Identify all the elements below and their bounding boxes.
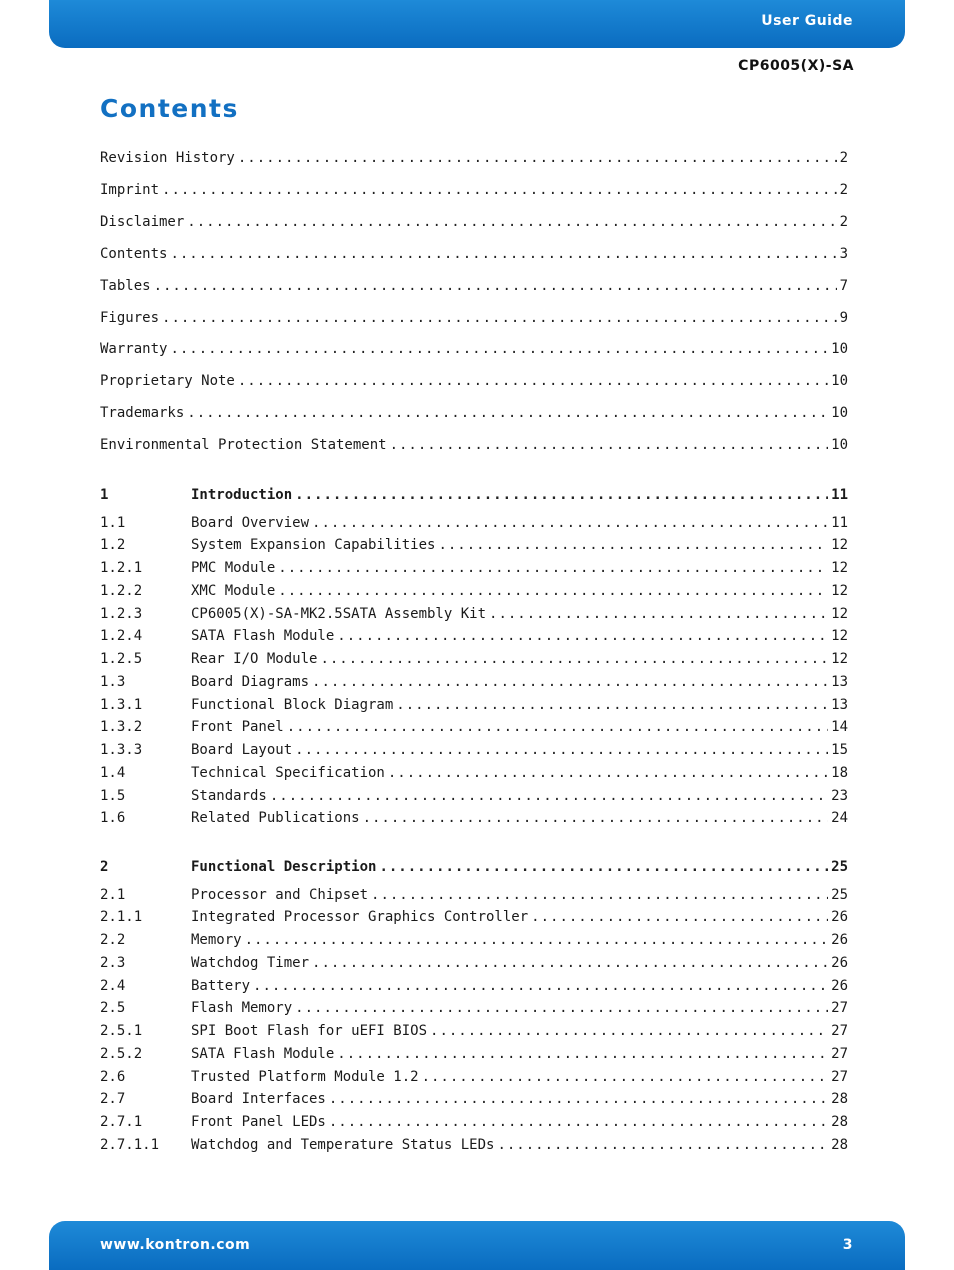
toc-number: 2.5.1 — [100, 1023, 143, 1039]
toc-leader-dots — [312, 954, 828, 972]
toc-leader-dots — [187, 404, 828, 422]
toc-page-number: 12 — [831, 651, 848, 667]
toc-number: 1.2.3 — [100, 605, 143, 622]
toc-entry[interactable] — [100, 605, 848, 623]
toc-leader-dots — [270, 787, 828, 805]
toc-page-number: 2 — [839, 150, 848, 166]
toc-leader-dots — [438, 536, 828, 554]
toc-number: 2.5.2 — [100, 1045, 143, 1062]
toc-leader-dots — [295, 486, 828, 504]
toc-title: SPI Boot Flash for uEFI BIOS — [191, 1023, 428, 1039]
toc-entry[interactable] — [100, 1022, 848, 1040]
toc-title: Technical Specification — [191, 764, 385, 781]
toc-page-number: 27 — [831, 1023, 848, 1039]
toc-page-number: 26 — [831, 977, 848, 994]
toc-entry[interactable] — [100, 514, 848, 532]
toc-title: Warranty — [100, 341, 168, 358]
toc-page-number: 27 — [831, 1068, 848, 1085]
toc-leader-dots — [287, 718, 828, 736]
toc-number: 1 — [100, 487, 109, 503]
toc-page-number: 12 — [831, 560, 848, 576]
toc-leader-dots — [379, 858, 828, 876]
toc-page-number: 25 — [831, 886, 848, 903]
toc-title: Disclaimer — [100, 213, 185, 230]
toc-number: 2.7.1 — [100, 1114, 143, 1130]
toc-title: Processor and Chipset — [191, 886, 369, 903]
toc-page-number: 26 — [831, 954, 848, 971]
toc-entry[interactable] — [100, 999, 848, 1017]
toc-title: Battery — [191, 977, 251, 994]
toc-entry[interactable] — [100, 908, 848, 926]
toc-page-number: 11 — [831, 514, 848, 531]
toc-title: Front Panel — [191, 719, 284, 736]
toc-title: Trademarks — [100, 405, 185, 422]
toc-title: Imprint — [100, 181, 160, 198]
toc-title: System Expansion Capabilities — [191, 537, 436, 554]
toc-page-number: 11 — [831, 487, 848, 503]
page-title: Contents — [100, 94, 239, 123]
toc-entry[interactable] — [100, 886, 848, 904]
toc-page-number: 12 — [831, 582, 848, 599]
toc-number: 1.5 — [100, 787, 126, 804]
toc-title: CP6005(X)-SA-MK2.5SATA Assembly Kit — [191, 605, 487, 622]
toc-entry[interactable] — [100, 1136, 848, 1154]
toc-leader-dots — [329, 1113, 828, 1131]
toc-leader-dots — [371, 886, 828, 904]
toc-title: Board Interfaces — [191, 1091, 326, 1108]
toc-title: Integrated Processor Graphics Controller — [191, 909, 529, 926]
toc-number: 2.7 — [100, 1091, 126, 1108]
toc-number: 1.2.1 — [100, 560, 143, 576]
toc-entry[interactable] — [100, 582, 848, 600]
toc-page-number: 9 — [839, 309, 848, 326]
toc-page-number: 26 — [831, 909, 848, 926]
toc-title: Tables — [100, 277, 151, 294]
toc-leader-dots — [278, 582, 828, 600]
toc-page-number: 2 — [839, 213, 848, 230]
toc-leader-dots — [320, 650, 828, 668]
toc-entry[interactable] — [100, 696, 848, 714]
toc-number: 2.7.1.1 — [100, 1136, 160, 1153]
toc-number: 1.2.2 — [100, 582, 143, 599]
toc-title: Trusted Platform Module 1.2 — [191, 1068, 419, 1085]
toc-title: Flash Memory — [191, 1000, 293, 1017]
toc-page-number: 24 — [831, 810, 848, 827]
toc-number: 1.3 — [100, 673, 126, 690]
toc-page-number: 7 — [839, 277, 848, 294]
toc-number: 1.3.3 — [100, 742, 143, 758]
footer-bar — [49, 1221, 905, 1270]
toc-title: Board Diagrams — [191, 673, 310, 690]
toc-page-number: 10 — [831, 373, 848, 390]
toc-entry[interactable] — [100, 340, 848, 358]
toc-page-number: 10 — [831, 405, 848, 422]
toc-leader-dots — [430, 1022, 828, 1040]
toc-entry[interactable] — [100, 718, 848, 736]
toc-title: SATA Flash Module — [191, 1045, 335, 1062]
toc-page-number: 28 — [831, 1091, 848, 1108]
toc-leader-dots — [531, 908, 828, 926]
toc-entry[interactable] — [100, 977, 848, 995]
toc-page-number: 27 — [831, 1000, 848, 1017]
toc-page-number: 12 — [831, 605, 848, 622]
toc-leader-dots — [312, 673, 828, 691]
toc-leader-dots — [337, 627, 828, 645]
toc-number: 2.4 — [100, 977, 126, 994]
toc-entry[interactable] — [100, 213, 848, 231]
toc-leader-dots — [278, 559, 828, 577]
toc-page-number: 14 — [831, 719, 848, 736]
toc-number: 2.1.1 — [100, 909, 143, 926]
toc-title: Related Publications — [191, 810, 360, 827]
toc-number: 1.2.4 — [100, 628, 143, 645]
toc-leader-dots — [489, 605, 828, 623]
toc-leader-dots — [388, 764, 828, 782]
page-number: 3 — [842, 1237, 853, 1253]
toc-title: Revision History — [100, 150, 235, 166]
toc-leader-dots — [238, 372, 828, 390]
toc-title: Board Layout — [191, 742, 293, 758]
toc-entry[interactable] — [100, 741, 848, 759]
toc-number: 1.3.2 — [100, 719, 143, 736]
toc-chapter-row[interactable] — [100, 858, 848, 876]
toc-leader-dots — [238, 149, 837, 167]
toc-number: 1.1 — [100, 514, 126, 531]
toc-title: Memory — [191, 932, 242, 948]
toc-leader-dots — [170, 340, 828, 358]
toc-title: Environmental Protection Statement — [100, 437, 387, 454]
toc-page-number: 10 — [831, 437, 848, 454]
toc-leader-dots — [329, 1090, 828, 1108]
toc-page-number: 12 — [831, 537, 848, 554]
toc-page-number: 23 — [831, 787, 848, 804]
toc-entry[interactable] — [100, 309, 848, 327]
toc-entry[interactable] — [100, 1068, 848, 1086]
toc-entry[interactable] — [100, 181, 848, 199]
toc-leader-dots — [390, 436, 829, 454]
toc-leader-dots — [422, 1068, 829, 1086]
toc-entry[interactable] — [100, 245, 848, 263]
toc-page-number: 26 — [831, 932, 848, 948]
toc-page-number: 3 — [839, 245, 848, 262]
toc-entry[interactable] — [100, 1045, 848, 1063]
toc-entry[interactable] — [100, 673, 848, 691]
toc-title: Introduction — [191, 487, 293, 503]
toc-entry[interactable] — [100, 372, 848, 390]
toc-page-number: 27 — [831, 1045, 848, 1062]
toc-entry[interactable] — [100, 436, 848, 454]
toc-entry[interactable] — [100, 787, 848, 805]
toc-number: 2.5 — [100, 1000, 126, 1017]
toc-leader-dots — [187, 213, 836, 231]
toc-leader-dots — [363, 809, 829, 827]
toc-number: 1.3.1 — [100, 696, 143, 713]
toc-title: Figures — [100, 309, 160, 326]
toc-number: 2 — [100, 859, 109, 875]
toc-title: Front Panel LEDs — [191, 1114, 326, 1130]
toc-title: Standards — [191, 787, 267, 804]
toc-number: 1.6 — [100, 810, 126, 827]
toc-leader-dots — [295, 999, 828, 1017]
toc-entry[interactable] — [100, 277, 848, 295]
toc-leader-dots — [154, 277, 837, 295]
toc-title: Watchdog and Temperature Status LEDs — [191, 1136, 495, 1153]
toc-leader-dots — [312, 514, 828, 532]
toc-leader-dots — [396, 696, 828, 714]
toc-page-number: 13 — [831, 673, 848, 690]
toc-chapter-row[interactable] — [100, 486, 848, 504]
header-bar — [49, 0, 905, 48]
toc-leader-dots — [170, 245, 836, 263]
toc-number: 2.2 — [100, 932, 126, 948]
toc-page-number: 28 — [831, 1114, 848, 1130]
toc-title: PMC Module — [191, 560, 276, 576]
toc-title: Functional Description — [191, 859, 377, 875]
toc-entry[interactable] — [100, 954, 848, 972]
toc-page-number: 13 — [831, 696, 848, 713]
guide-label: User Guide — [761, 13, 853, 29]
toc-entry[interactable] — [100, 1090, 848, 1108]
toc-number: 2.3 — [100, 954, 126, 971]
toc-entry[interactable] — [100, 1113, 848, 1131]
toc-page-number: 28 — [831, 1136, 848, 1153]
toc-entry[interactable] — [100, 404, 848, 422]
toc-leader-dots — [295, 741, 828, 759]
toc-entry[interactable] — [100, 764, 848, 782]
toc-title: Contents — [100, 245, 168, 262]
toc-title: Proprietary Note — [100, 373, 235, 390]
toc-page-number: 2 — [839, 181, 848, 198]
toc-number: 2.1 — [100, 886, 126, 903]
toc-title: Functional Block Diagram — [191, 696, 394, 713]
toc-number: 2.6 — [100, 1068, 126, 1085]
toc-page-number: 15 — [831, 742, 848, 758]
toc-number: 1.4 — [100, 764, 126, 781]
toc-leader-dots — [497, 1136, 828, 1154]
toc-page-number: 12 — [831, 628, 848, 645]
toc-leader-dots — [162, 309, 837, 327]
toc-title: Board Overview — [191, 514, 310, 531]
toc-entry[interactable] — [100, 650, 848, 668]
toc-entry[interactable] — [100, 931, 848, 949]
toc-title: Rear I/O Module — [191, 651, 318, 667]
toc-leader-dots — [337, 1045, 828, 1063]
toc-title: XMC Module — [191, 582, 276, 599]
toc-entry[interactable] — [100, 536, 848, 554]
toc-page-number: 18 — [831, 764, 848, 781]
toc-leader-dots — [162, 181, 837, 199]
toc-leader-dots — [253, 977, 828, 995]
toc-number: 1.2 — [100, 537, 126, 554]
footer-url[interactable]: www.kontron.com — [100, 1237, 251, 1253]
toc-entry[interactable] — [100, 149, 848, 167]
toc-number: 1.2.5 — [100, 651, 143, 667]
toc-title: Watchdog Timer — [191, 954, 310, 971]
toc-page-number: 25 — [831, 859, 848, 875]
document-code: CP6005(X)-SA — [738, 58, 854, 74]
toc-title: SATA Flash Module — [191, 628, 335, 645]
toc-entry[interactable] — [100, 559, 848, 577]
toc-leader-dots — [245, 931, 829, 949]
toc-entry[interactable] — [100, 809, 848, 827]
toc-entry[interactable] — [100, 627, 848, 645]
toc-page-number: 10 — [831, 341, 848, 358]
